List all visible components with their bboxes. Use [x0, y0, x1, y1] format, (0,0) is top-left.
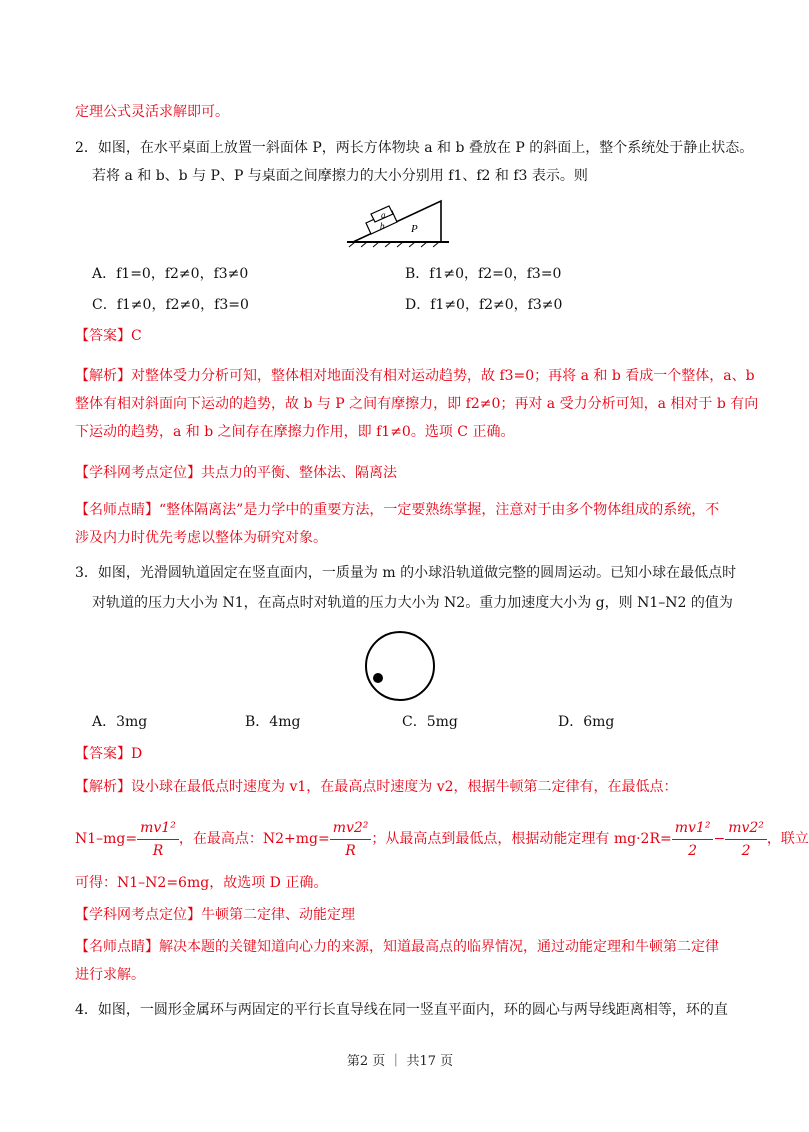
q2-tip-line2: 涉及内力时优先考虑以整体为研究对象。 — [75, 530, 327, 546]
q2-analysis-line1: 【解析】对整体受力分析可知，整体相对地面没有相对运动趋势，故 f3=0；再将 a 和 b 看成一个整体，a、b — [75, 368, 755, 384]
q3-tip-line1: 【名师点睛】解决本题的关键知道向心力的来源，知道最高点的临界情况，通过动能定理和牛顿第二定律 — [75, 939, 719, 955]
eq-part-2: ，在最高点：N2+mg= — [178, 831, 330, 847]
q3-option-c: C．5mg — [402, 714, 458, 730]
label-a: a — [381, 210, 386, 220]
q3-answer: 【答案】D — [75, 746, 143, 762]
q2-option-a: A．f1=0，f2≠0，f3≠0 — [92, 266, 249, 282]
q3-option-a: A．3mg — [92, 714, 148, 730]
eq-fraction-1: $\frac{\text{mv1²}}{R}$ — [137, 817, 179, 862]
q3-stem-line1: 3．如图，光滑圆轨道固定在竖直面内，一质量为 m 的小球沿轨道做完整的圆周运动。已知小球在最低点时 — [75, 565, 737, 581]
eq-fraction-3: $\frac{\text{mv1²}}{2}$ — [672, 817, 714, 862]
q2-answer: 【答案】C — [75, 328, 142, 344]
q2-option-d: D．f1≠0，f2≠0，f3≠0 — [405, 297, 563, 313]
eq-minus: − — [713, 831, 726, 847]
small-ball — [373, 673, 383, 683]
eq-fraction-4: $\frac{\text{mv2²}}{2}$ — [725, 817, 767, 862]
label-P: P — [411, 223, 418, 235]
q3-analysis-line1: 【解析】设小球在最低点时速度为 v1，在最高点时速度为 v2，根据牛顿第二定律有，在最低点： — [75, 779, 678, 795]
intro-text: 定理公式灵活求解即可。 — [75, 104, 229, 120]
eq-part-4: ，联立 — [766, 831, 809, 847]
q2-analysis-line2: 整体有相对斜面向下运动的趋势，故 b 与 P 之间有摩擦力，即 f2≠0；再对 a 受力分析可知，a 相对于 b 有向 — [75, 396, 759, 412]
circular-track — [366, 632, 434, 700]
q2-stem-line2: 若将 a 和 b、b 与 P、P 与桌面之间摩擦力的大小分别用 f1、f2 和 f3 表示。则 — [92, 168, 588, 184]
page-footer: 第2 页 ｜ 共17 页 — [346, 1054, 454, 1069]
q2-tip-line1: 【名师点睛】“整体隔离法”是力学中的重要方法，一定要熟练掌握，注意对于由多个物体组成的系统，不 — [75, 502, 720, 518]
eq-part-1: N1–mg= — [75, 831, 138, 847]
q3-option-d: D．6mg — [558, 714, 615, 730]
q2-stem-line1: 2．如图，在水平桌面上放置一斜面体 P，两长方体物块 a 和 b 叠放在 P 的斜面上，整个系统处于静止状态。 — [75, 140, 754, 156]
q2-option-c: C．f1≠0，f2≠0，f3=0 — [92, 297, 249, 313]
q3-stem-line2: 对轨道的压力大小为 N1，在高点时对轨道的压力大小为 N2。重力加速度大小为 g，则 N1–N2 的值为 — [92, 595, 733, 611]
eq-part-3: ；从最高点到最低点，根据动能定理有 mg·2R= — [371, 831, 672, 847]
q3-tip-line2: 进行求解。 — [75, 967, 145, 983]
eq-fraction-2: $\frac{\text{mv2²}}{R}$ — [330, 817, 372, 862]
q2-option-b: B．f1≠0，f2=0，f3=0 — [405, 266, 562, 282]
q2-incline-figure — [345, 198, 465, 248]
q3-knowledge-point: 【学科网考点定位】牛顿第二定律、动能定理 — [75, 907, 355, 923]
q2-analysis-line3: 下运动的趋势，a 和 b 之间存在摩擦力作用，即 f1≠0。选项 C 正确。 — [75, 424, 515, 440]
q3-equation-line — [75, 816, 809, 862]
q4-stem-line1: 4．如图，一圆形金属环与两固定的平行长直导线在同一竖直平面内，环的圆心与两导线距离相等，环的直 — [75, 1002, 728, 1018]
q3-circle-track-figure — [362, 628, 438, 704]
q2-knowledge-point: 【学科网考点定位】共点力的平衡、整体法、隔离法 — [75, 465, 397, 481]
q3-option-b: B．4mg — [245, 714, 301, 730]
q3-result: 可得：N1–N2=6mg，故选项 D 正确。 — [75, 875, 328, 891]
label-b: b — [380, 221, 385, 231]
